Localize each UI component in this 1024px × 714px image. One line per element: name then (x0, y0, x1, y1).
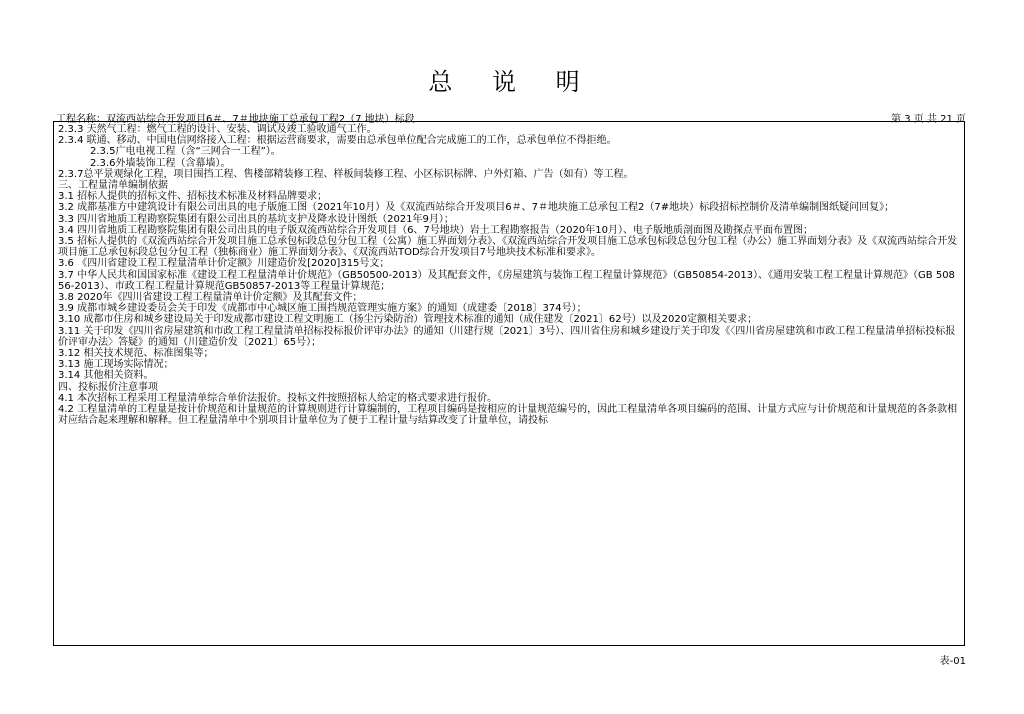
paragraph-line: 2.3.4 联通、移动、中国电信网络接入工程：根据运营商要求，需要由总承包单位配合完成施工的工作，总承包单位不得拒绝。 (58, 135, 617, 147)
paragraph-line: 3.9 成都市城乡建设委员会关于印发《成都市中心城区施工围挡规范管理实施方案》的通知（成建委〔2018〕374号）； (58, 303, 587, 315)
page-title: 总 说 明 (428, 68, 596, 96)
paragraph-line: 3.6 《四川省建设工程工程量清单计价定额》川建造价发[2020]315号文； (58, 258, 390, 270)
paragraph-line: 3.1 招标人提供的招标文件、招标技术标准及材料品牌要求； (58, 191, 328, 203)
project-name: 工程名称：双流西站综合开发项目6＃、7＃地块施工总承包工程2（7 地块）标段 (56, 114, 415, 125)
paragraph-line: 2.3.5广电电视工程（含“三网合一工程”）。 (90, 146, 281, 158)
paragraph-line: 2.3.6外墙装饰工程（含幕墙）。 (90, 157, 231, 169)
paragraph-line: 四、投标报价注意事项 (58, 381, 158, 393)
content-frame (53, 121, 965, 646)
paragraph-line: 4.2 工程量清单的工程量是按计价规范和计量规范的计算规则进行计算编制的，工程项目编码是按相应的计量规范编号的，因此工程量清单各项目编码的范围、计量方式应与计价规范和计量规范的各条款相对应结合起来理解和解释。但工程量清单中个别项目计量单位为了便于工程计量与结算改变了计量单位，请投标 (58, 404, 958, 427)
paragraph-line: 3.2 成都基准方中建筑设计有限公司出具的电子版施工图（2021年10月）及《双流西站综合开发项目6＃、7＃地块施工总承包工程2（7#地块）标段招标控制价及清单编制图纸疑问回复》； (58, 202, 895, 214)
description-body (54, 122, 964, 426)
form-code: 表-01 (939, 656, 966, 667)
paragraph-line: 3.11 关于印发《四川省房屋建筑和市政工程工程量清单招标投标报价评审办法》的通知（川建行规〔2021〕3号）、四川省住房和城乡建设厅关于印发《〈四川省房屋建筑和市政工程工程量清单招标投标报价评审办法〉答疑》的通知（川建造价发〔2021〕65号）； (58, 325, 956, 348)
paragraph-line: 3.14 其他相关资料。 (58, 370, 154, 382)
paragraph-line: 4.1 本次招标工程采用工程量清单综合单价法报价。投标文件按照招标人给定的格式要求进行报价。 (58, 392, 498, 404)
paragraph-line: 3.8 2020年《四川省建设工程工程量清单计价定额》及其配套文件； (58, 292, 363, 304)
paragraph-line: 2.3.3 天然气工程：燃气工程的设计、安装、调试及竣工验收通气工作。 (58, 124, 377, 135)
paragraph-line: 2.3.7总平景观绿化工程，项目围挡工程、售楼部精装修工程、样板间装修工程、小区标识标牌、户外灯箱、广告（如有）等工程。 (58, 168, 634, 180)
paragraph-line: 3.12 相关技术规范、标准图集等； (58, 348, 214, 360)
paragraph-line: 3.4 四川省地质工程勘察院集团有限公司出具的电子版双流西站综合开发项目（6、7号地块）岩土工程勘察报告（2020年10月）、电子版地质剖面图及勘探点平面布置图； (58, 224, 813, 236)
page-number: 第 3 页 共 21 页 (891, 114, 966, 125)
paragraph-line: 3.3 四川省地质工程勘察院集团有限公司出具的基坑支护及降水设计图纸（2021年9月）； (58, 213, 454, 225)
paragraph-line: 3.13 施工现场实际情况； (58, 359, 174, 371)
paragraph-line: 3.7 中华人民共和国国家标准《建设工程工程量清单计价规范》（GB50500-2013）及其配套文件，《房屋建筑与装饰工程工程量计算规范》（GB50854-2013）、《通用安装工程工程量计算规范》（GB 50856-2013）、市政工程工程量计算规范GB50857-2013等工程量计算规范； (58, 269, 955, 292)
paragraph-line: 三、工程量清单编制依据 (58, 180, 168, 192)
paragraph-line: 3.5 招标人提供的《双流西站综合开发项目施工总承包标段总包分包工程（公寓）施工界面划分表》、《双流西站综合开发项目施工总承包标段总包分包工程（办公）施工界面划分表》及《双流西站综合开发项目施工总承包标段总包分包工程（独栋商业）施工界面划分表》、《双流西站TOD综合开发项目7号地块技术标准和要求》。 (58, 236, 958, 259)
paragraph-line: 3.10 成都市住房和城乡建设局关于印发成都市建设工程文明施工（扬尘污染防治）管理技术标准的通知（成住建发〔2021〕62号）以及2020定额相关要求； (58, 314, 758, 326)
